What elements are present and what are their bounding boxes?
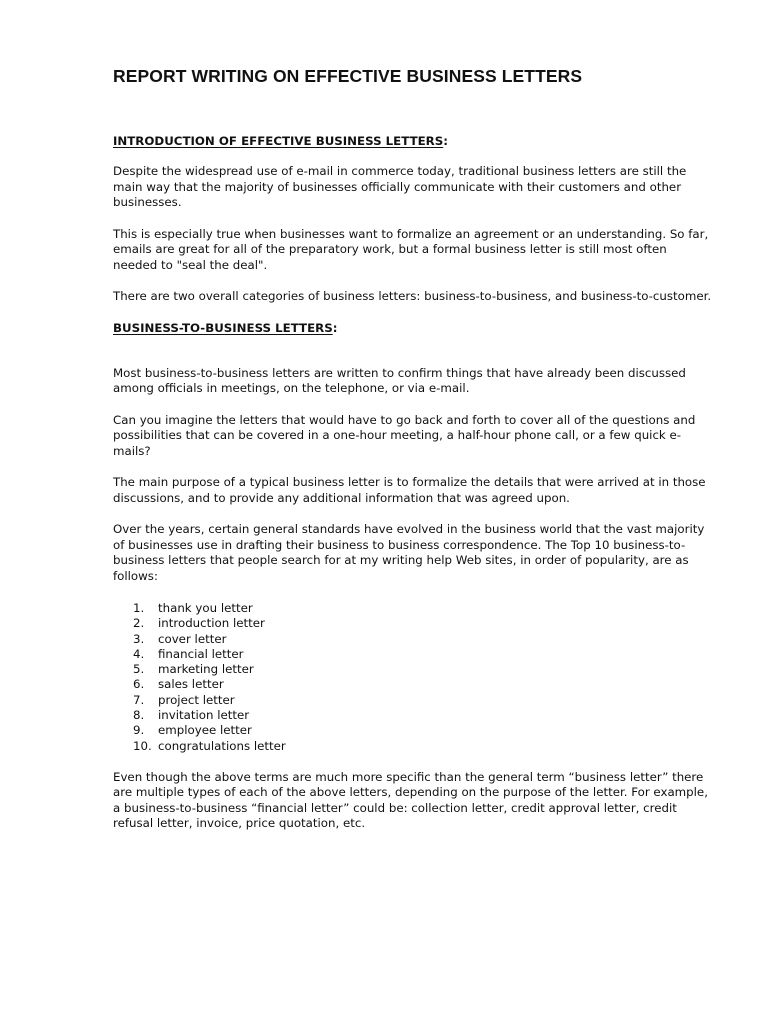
list-item-number: 3.: [133, 631, 145, 646]
paragraph: Despite the widespread use of e-mail in commerce today, traditional business letters are still the main way that the majority of businesses officially communicate with their customers and other businesses.: [113, 164, 687, 209]
document-page: [113, 64, 713, 832]
list-item-number: 2.: [133, 616, 145, 631]
list-item: [113, 616, 713, 631]
list-item-text: marketing letter: [158, 662, 254, 677]
paragraph: Over the years, certain general standards have evolved in the business world that the vast majority of businesses use in drafting their business to business correspondence. The Top 10 business-to-business letters that people search for at my writing help Web sites, in order of popularity, are as follows:: [113, 522, 705, 583]
paragraph: The main purpose of a typical business letter is to formalize the details that were arrived at in those discussions, and to provide any additional information that was agreed upon.: [113, 475, 706, 505]
document-title: REPORT WRITING ON EFFECTIVE BUSINESS LETTERS: [113, 66, 583, 86]
list-item: [113, 739, 713, 754]
letter-types-list: [113, 601, 713, 754]
list-item: [113, 723, 713, 738]
section-heading-introduction-text: INTRODUCTION OF EFFECTIVE BUSINESS LETTERS: [113, 134, 444, 148]
paragraph: This is especially true when businesses want to formalize an agreement or an understanding. So far, emails are great for all of the preparatory work, but a formal business letter is still most often needed to "seal the deal".: [113, 226, 709, 272]
section-heading-b2b-text: BUSINESS-TO-BUSINESS LETTERS: [113, 320, 333, 335]
list-item-number: 1.: [133, 601, 145, 615]
list-item: [113, 677, 713, 692]
list-item-number: 6.: [133, 677, 145, 692]
list-item-text: thank you letter: [158, 601, 253, 615]
list-item: [113, 601, 713, 616]
list-item: [113, 632, 713, 647]
paragraph: Even though the above terms are much more specific than the general term “business letter” there are multiple types of each of the above letters, depending on the purpose of the letter. For example, a business-to-business “financial letter” could be: collection letter, credit approval letter, credit refusal letter, invoice, price quotation, etc.: [113, 769, 708, 831]
list-item-text: financial letter: [158, 646, 244, 661]
list-item-text: sales letter: [158, 677, 224, 692]
list-item-number: 8.: [133, 708, 145, 723]
list-item-text: congratulations letter: [158, 738, 286, 753]
paragraph: Can you imagine the letters that would have to go back and forth to cover all of the questions and possibilities that can be covered in a one-hour meeting, a half-hour phone call, or a few quick e-mails?: [113, 412, 696, 458]
list-item-number: 4.: [133, 646, 145, 661]
list-item-number: 10.: [133, 738, 152, 753]
list-item-number: 5.: [133, 662, 145, 677]
list-item-number: 9.: [133, 723, 145, 738]
list-item-text: cover letter: [158, 631, 227, 646]
section-heading-b2b-colon: :: [332, 320, 338, 335]
list-item-text: introduction letter: [158, 616, 265, 631]
list-item-number: 7.: [133, 692, 145, 707]
section-heading-introduction: [113, 133, 713, 149]
list-item: [113, 647, 713, 662]
list-item-text: project letter: [158, 692, 235, 707]
section-heading-introduction-colon: :: [443, 134, 448, 148]
list-item-text: employee letter: [158, 723, 252, 738]
list-item: [113, 708, 713, 723]
section-heading-b2b: [113, 320, 713, 336]
list-item: [113, 693, 713, 708]
list-item: [113, 662, 713, 677]
paragraph: Most business-to-business letters are written to confirm things that have already been discussed among officials in meetings, on the telephone, or via e-mail.: [113, 365, 686, 395]
list-item-text: invitation letter: [158, 708, 250, 723]
paragraph: There are two overall categories of business letters: business-to-business, and business-to-customer.: [113, 289, 712, 303]
